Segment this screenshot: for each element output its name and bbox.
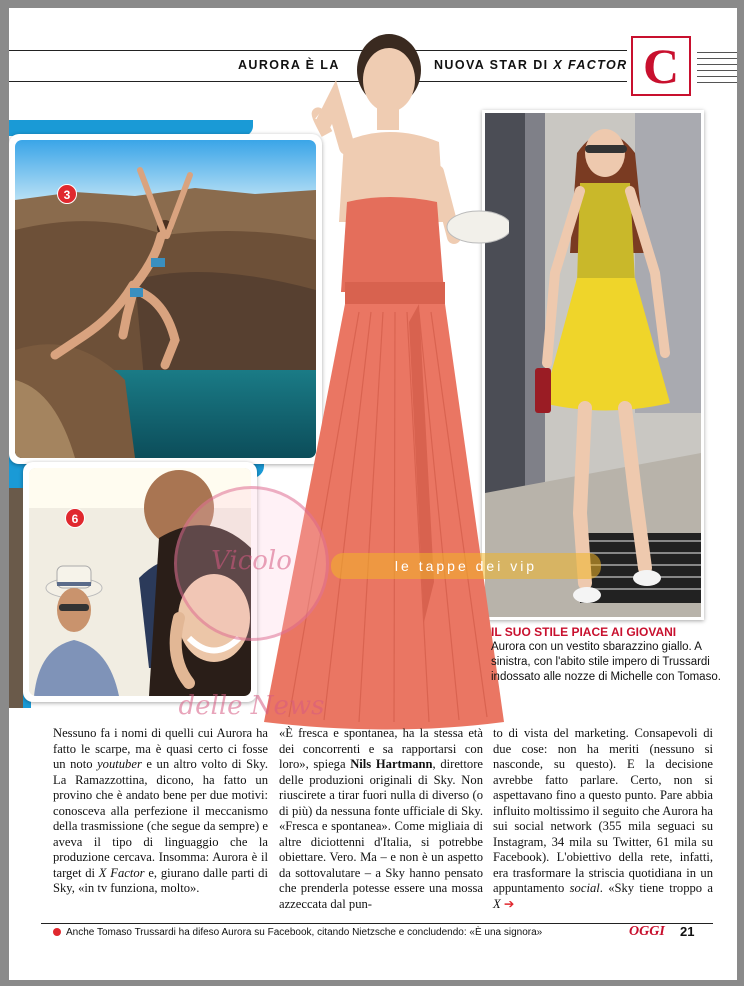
- magazine-brand: OGGI: [629, 924, 665, 939]
- article-text: Nessuno fa i nomi di quelli cui Aurora ha fatto le scarpe, ma è quasi certo ci fosse un noto: [53, 726, 268, 771]
- watermark-banner: le tappe dei vip: [331, 553, 601, 579]
- bullet-dot-icon: [53, 928, 61, 936]
- article-column-2: [279, 726, 483, 912]
- header-stripes: [697, 52, 737, 88]
- article-text: e, giurano dalle parti di Sky, «in tv funziona, molto».: [53, 865, 268, 895]
- article-text: «È fresca e spontanea, ha la stessa età dei concorrenti e sa rapportarsi con loro», spiega: [279, 726, 483, 771]
- footer-note: [53, 927, 542, 938]
- article-column-3: [493, 726, 713, 912]
- headline-right-emphasis: X FACTOR: [553, 58, 628, 72]
- article-italic: youtuber: [97, 757, 142, 771]
- caption-text: Aurora con un vestito sbarazzino giallo. A sinistra, con l'abito stile impero di Trussardi indossato alle nozze di Michelle con Tomaso.: [491, 641, 721, 683]
- street-scene: [485, 113, 701, 617]
- article-italic: social: [569, 881, 600, 895]
- article-italic: X: [493, 896, 501, 911]
- article-text: , direttore delle produzioni originali di Sky. Non riuscirete a tirar fuori nulla di diverso (o di più) da nessuna fonte ufficiale di Sky. «Fresca e spontanea». Come migliaia di altre diciottenni d'Italia, si potrebbe obiettare. Vero. Ma – e non è un aspetto da sottovalutare – a Sky hanno pensato che prenderla potesse essere una mossa azzeccata dal pun-: [279, 757, 483, 911]
- magazine-page: [9, 8, 737, 980]
- photo-caption: [491, 625, 721, 685]
- footer-rule: [41, 923, 713, 924]
- article-column-1: [53, 726, 268, 897]
- headline-right-text: NUOVA STAR DI: [434, 58, 554, 72]
- article-bold-name: Nils Hartmann: [350, 757, 433, 771]
- page-number: 21: [680, 924, 695, 939]
- continue-arrow-icon: ➔: [500, 896, 515, 911]
- caption-title: IL SUO STILE PIACE AI GIOVANI: [491, 625, 677, 639]
- partial-photo-edge: [9, 488, 23, 708]
- watermark-circle: Vicolo delle News: [174, 486, 329, 641]
- article-text: e un altro volto di Sky. La Ramazzottina, dicono, ha fatto un provino che è andato bene per due motivi: conosceva alla perfezione il meccanismo della trasmissione (che segue da sempre) e aveva il tipo di linguaggio che la produzione cercava. Insomma: Aurora è il target di: [53, 757, 269, 880]
- article-italic: X Factor: [98, 865, 145, 880]
- article-text: to di vista del marketing. Consapevoli di due cose: non ha meriti (nessuno si nasconde, su questo). E la decisione avrebbe fatto parlare. Certo, non si aspettavano fino a questo punto. Pare abbia influito moltissimo il seguito che Aurora ha sui social network (355 mila seguaci su Instagram, 34 mila su Twitter, 61 mila su Facebook). L'obiettivo della rete, infatti, era trasformare la striscia quotidiana in un appuntamento: [493, 726, 713, 895]
- photo-yellow-dress: [482, 110, 704, 620]
- footer-note-text: Anche Tomaso Trussardi ha difeso Aurora su Facebook, citando Nietzsche e concludendo: «È una signora»: [66, 927, 543, 938]
- photo-number-badge: 6: [65, 508, 85, 528]
- photo-number-badge: 3: [57, 184, 77, 204]
- article-text: . «Sky tiene troppo a: [599, 881, 713, 895]
- section-logo: C: [631, 36, 691, 96]
- headline-left: AURORA È LA: [238, 58, 340, 72]
